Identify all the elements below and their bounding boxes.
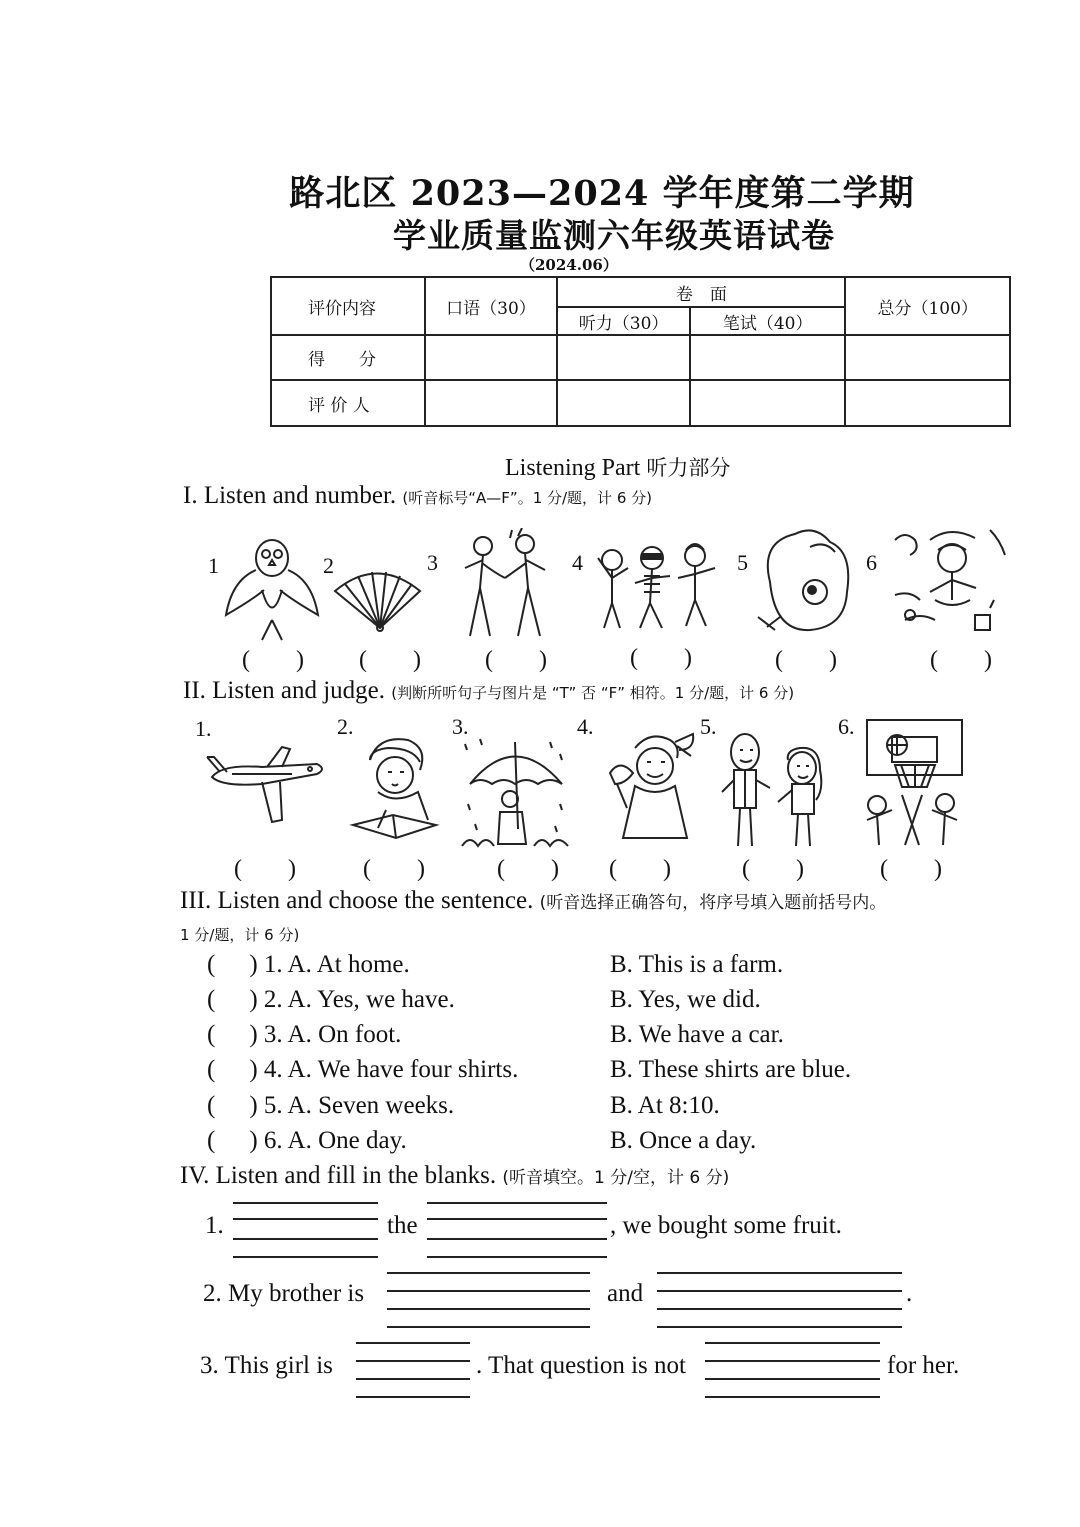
two-kids-icon: [720, 730, 832, 848]
evaluator-row-label: 评 价 人: [271, 380, 425, 426]
s3-option-a: ) 3. A. On foot.: [249, 1021, 402, 1048]
listening-part-cn: 听力部分: [646, 456, 731, 480]
s4-sentence2-start: 2. My brother is: [203, 1280, 365, 1307]
section3-note-line2: 1 分/题，计 6 分): [180, 926, 300, 944]
section2-heading: [183, 677, 794, 705]
s4-sentence1-end: , we bought some fruit.: [610, 1212, 842, 1239]
s4-sentence1-number: 1.: [205, 1212, 224, 1239]
eval-content-label: 评价内容: [271, 277, 425, 335]
evaluator-cell[interactable]: [845, 380, 1010, 426]
beach-girl-icon: [890, 520, 1010, 635]
s2-number-2: 2.: [337, 714, 354, 739]
section3-title: III. Listen and choose the sentence.: [180, 887, 534, 914]
fan-icon: [330, 566, 425, 632]
section4-heading: [180, 1162, 729, 1190]
s4-s2-blank2-guide: [657, 1272, 902, 1274]
s3-option-b-2: B. Yes, we did.: [610, 986, 761, 1013]
s2-answer-blank-4[interactable]: ( ): [609, 856, 691, 882]
s2-answer-blank-1[interactable]: ( ): [234, 856, 316, 882]
listening-part-heading: [505, 452, 730, 482]
s4-s1-blank1-guide: [233, 1218, 378, 1220]
dumpling-icon: [755, 522, 855, 634]
section4-title: IV. Listen and fill in the blanks.: [180, 1162, 497, 1189]
s1-number-4: 4: [572, 550, 583, 575]
s1-answer-blank-3[interactable]: ( ): [485, 647, 567, 673]
s4-s3-blank1-guide: [356, 1396, 470, 1398]
listening-part-en: Listening Part: [505, 455, 641, 481]
s3-open-paren[interactable]: (: [207, 986, 216, 1013]
s3-item-4: [207, 1056, 518, 1084]
s4-sentence3-end: for her.: [887, 1352, 960, 1379]
s3-item-1: [207, 951, 410, 979]
s4-sentence3-mid: . That question is not: [476, 1352, 686, 1379]
score-table: [270, 276, 1011, 427]
s4-s2-blank2-guide: [657, 1290, 902, 1292]
s3-item-5: [207, 1092, 454, 1120]
s3-option-b-1: B. This is a farm.: [610, 951, 784, 978]
exam-title-line2: 学业质量监测六年级英语试卷: [393, 216, 835, 255]
s3-option-b-5: B. At 8:10.: [610, 1092, 720, 1119]
s4-s2-blank2[interactable]: [657, 1308, 902, 1310]
section1-heading: [183, 482, 652, 510]
s3-open-paren[interactable]: (: [207, 951, 216, 978]
s1-number-1: 1: [208, 553, 219, 578]
s4-s1-blank2-guide: [427, 1218, 607, 1220]
s3-option-b-4: B. These shirts are blue.: [610, 1056, 852, 1083]
s2-number-1: 1.: [195, 716, 212, 741]
exam-title-line1: 路北区 2023—2024 学年度第二学期: [289, 173, 915, 214]
s4-s2-blank1-guide: [387, 1272, 590, 1274]
s4-s3-blank2-guide: [705, 1396, 880, 1398]
s1-answer-blank-6[interactable]: ( ): [930, 647, 1012, 673]
score-row-label: 得 分: [271, 335, 425, 380]
s4-s3-blank1[interactable]: [356, 1378, 470, 1380]
section3-note-line1: (听音选择正确答句，将序号填入题前括号内。: [539, 893, 887, 913]
s2-number-4: 4.: [577, 714, 594, 739]
s4-s3-blank1-guide: [356, 1360, 470, 1362]
s4-s2-blank2-guide: [657, 1326, 902, 1328]
s3-option-a: ) 5. A. Seven weeks.: [249, 1092, 455, 1119]
s4-s1-blank2-guide: [427, 1256, 607, 1258]
s3-option-b-6: B. Once a day.: [610, 1127, 757, 1154]
s4-s3-blank1-guide: [356, 1342, 470, 1344]
s3-open-paren[interactable]: (: [207, 1092, 216, 1119]
s3-option-a: ) 1. A. At home.: [249, 951, 410, 978]
section1-note: (听音标号“A—F”。1 分/题，计 6 分): [402, 489, 652, 507]
s3-item-6: [207, 1127, 407, 1155]
s1-number-5: 5: [737, 550, 748, 575]
evaluator-cell[interactable]: [557, 380, 690, 426]
s1-answer-blank-4[interactable]: ( ): [630, 645, 712, 671]
score-cell[interactable]: [690, 335, 846, 380]
basketball-icon: [857, 715, 967, 850]
s4-s1-blank1-guide: [233, 1256, 378, 1258]
s2-answer-blank-2[interactable]: ( ): [363, 856, 445, 882]
oral-score-header: 口语（30）: [425, 277, 558, 335]
paper-header: 卷 面: [557, 277, 845, 307]
s3-item-3: [207, 1021, 401, 1049]
s2-number-5: 5.: [700, 714, 717, 739]
s4-s1-blank1-guide: [233, 1202, 378, 1204]
score-cell[interactable]: [557, 335, 690, 380]
s4-sentence2-end: .: [906, 1280, 913, 1307]
s1-number-6: 6: [866, 550, 877, 575]
section2-title: II. Listen and judge.: [183, 677, 386, 704]
people-meeting-icon: [450, 528, 560, 638]
s1-number-2: 2: [323, 553, 334, 578]
s3-option-a: ) 2. A. Yes, we have.: [249, 986, 455, 1013]
girl-writing-icon: [348, 730, 440, 842]
s1-number-3: 3: [427, 550, 438, 575]
s2-answer-blank-3[interactable]: ( ): [497, 856, 579, 882]
s1-answer-blank-1[interactable]: ( ): [242, 647, 324, 673]
s3-option-b-3: B. We have a car.: [610, 1021, 784, 1048]
s4-s2-blank1-guide: [387, 1326, 590, 1328]
section1-title: I. Listen and number.: [183, 482, 397, 509]
listening-score-header: 听力（30）: [557, 307, 690, 335]
s4-s2-blank1[interactable]: [387, 1308, 590, 1310]
s3-open-paren[interactable]: (: [207, 1056, 216, 1083]
s4-sentence3-start: 3. This girl is: [200, 1352, 333, 1379]
s1-answer-blank-2[interactable]: ( ): [359, 647, 441, 673]
evaluator-cell[interactable]: [425, 380, 558, 426]
kids-playing-icon: [590, 528, 725, 636]
s2-number-3: 3.: [452, 714, 469, 739]
s2-answer-blank-5[interactable]: ( ): [742, 856, 824, 882]
s2-answer-blank-6[interactable]: ( ): [880, 856, 962, 882]
total-score-header: 总分（100）: [845, 277, 1010, 335]
plane-icon: [202, 742, 327, 827]
evaluator-cell[interactable]: [690, 380, 846, 426]
exam-date: （2024.06）: [520, 256, 618, 274]
s4-s1-blank2-guide: [427, 1202, 607, 1204]
s3-item-2: [207, 986, 455, 1014]
s4-s1-blank2[interactable]: [427, 1238, 607, 1240]
s4-sentence1-mid: the: [387, 1212, 418, 1239]
score-cell[interactable]: [845, 335, 1010, 380]
girl-ice-cream-icon: [605, 728, 697, 848]
s3-open-paren[interactable]: (: [207, 1021, 216, 1048]
s3-option-a: ) 4. A. We have four shirts.: [249, 1056, 519, 1083]
s4-s3-blank2-guide: [705, 1342, 880, 1344]
s2-number-6: 6.: [838, 714, 855, 739]
written-score-header: 笔试（40）: [690, 307, 846, 335]
s4-s3-blank2[interactable]: [705, 1378, 880, 1380]
s4-sentence2-mid: and: [607, 1280, 644, 1307]
kite-bird-icon: [222, 530, 322, 642]
s3-open-paren[interactable]: (: [207, 1127, 216, 1154]
s3-option-a: ) 6. A. One day.: [249, 1127, 407, 1154]
s4-s3-blank2-guide: [705, 1360, 880, 1362]
section3-heading: [180, 887, 886, 915]
s1-answer-blank-5[interactable]: ( ): [775, 647, 857, 673]
umbrella-rain-icon: [460, 734, 572, 852]
section2-note: (判断所听句子与图片是 “T” 否 “F” 相符。1 分/题，计 6 分): [391, 684, 795, 702]
s4-s2-blank1-guide: [387, 1290, 590, 1292]
section4-note: (听音填空。1 分/空，计 6 分): [502, 1168, 730, 1188]
score-cell[interactable]: [425, 335, 558, 380]
s4-s1-blank1[interactable]: [233, 1238, 378, 1240]
